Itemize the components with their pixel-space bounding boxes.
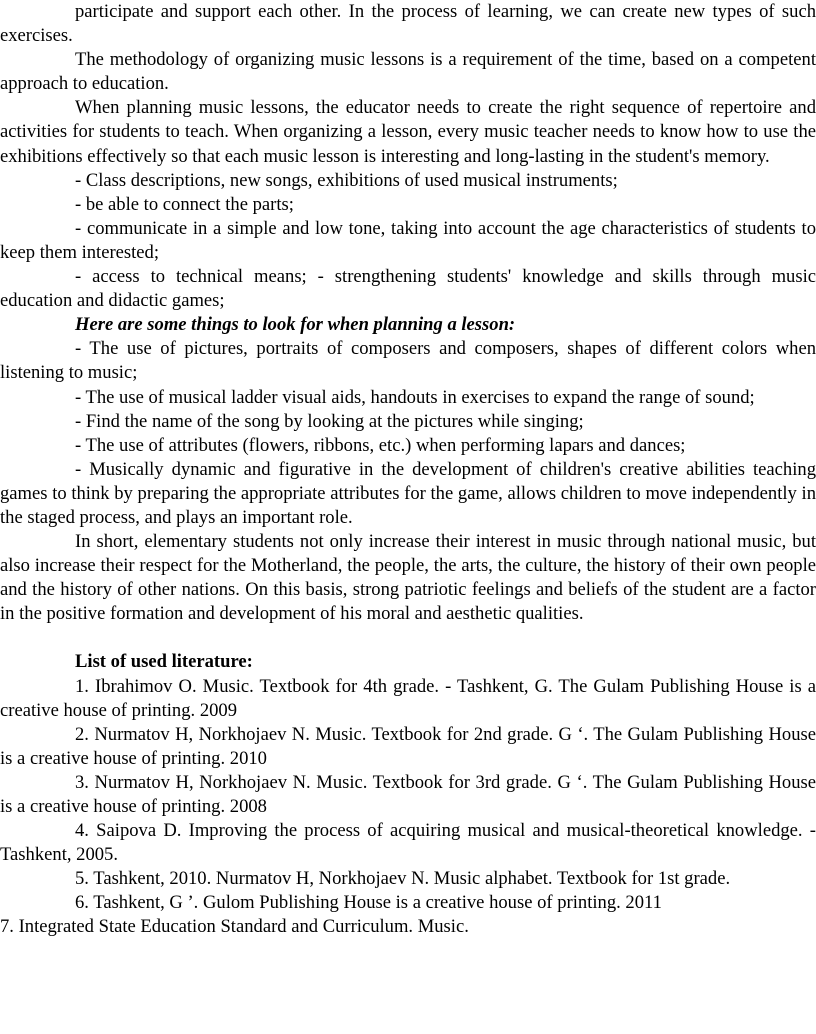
list-item: - Class descriptions, new songs, exhibitions of used musical instruments; xyxy=(75,169,618,191)
reference-item: 4. Saipova D. Improving the process of acquiring musical and musical-theoretical knowledge. - Tashkent, 2005. xyxy=(0,820,816,866)
reference-item: 6. Tashkent, G ’. Gulom Publishing House is a creative house of printing. 2011 xyxy=(75,892,662,914)
list-item: - communicate in a simple and low tone, taking into account the age characteristics of students to keep them interested; xyxy=(0,217,816,263)
reference-item: 2. Nurmatov H, Norkhojaev N. Music. Textbook for 2nd grade. G ‘. The Gulam Publishing House is a creative house of printing. 2010 xyxy=(0,723,816,769)
body-paragraph: The methodology of organizing music lessons is a requirement of the time, based on a competent approach to education. xyxy=(0,49,816,95)
literature-heading: List of used literature: xyxy=(75,651,253,673)
reference-item: 1. Ibrahimov O. Music. Textbook for 4th grade. - Tashkent, G. The Gulam Publishing House is a creative house of printing. 2009 xyxy=(0,675,816,721)
section-subheading: Here are some things to look for when planning a lesson: xyxy=(75,314,516,336)
list-item: - be able to connect the parts; xyxy=(75,193,294,215)
body-paragraph: participate and support each other. In the process of learning, we can create new types of such exercises. xyxy=(0,1,816,47)
tip-item: - Musically dynamic and figurative in the development of children's creative abilities teaching games to think by preparing the appropriate attributes for the game, allows children to move independently in the staged process, and plays an important role. xyxy=(0,458,816,528)
body-paragraph: When planning music lessons, the educator needs to create the right sequence of repertoire and activities for students to teach. When organizing a lesson, every music teacher needs to know how to use the exhibitions effectively so that each music lesson is interesting and long-lasting in the student's memory. xyxy=(0,97,816,167)
tip-item: - Find the name of the song by looking at the pictures while singing; xyxy=(75,410,584,432)
tip-item: - The use of pictures, portraits of composers and composers, shapes of different colors when listening to music; xyxy=(0,338,816,384)
reference-item: 3. Nurmatov H, Norkhojaev N. Music. Textbook for 3rd grade. G ‘. The Gulam Publishing House is a creative house of printing. 2008 xyxy=(0,771,816,817)
tip-item: - The use of musical ladder visual aids, handouts in exercises to expand the range of sound; xyxy=(75,386,755,408)
conclusion-paragraph: In short, elementary students not only increase their interest in music through national music, but also increase their respect for the Motherland, the people, the arts, the culture, the history of their own people and the history of other nations. On this basis, strong patriotic feelings and beliefs of the student are a factor in the positive formation and development of his moral and aesthetic qualities. xyxy=(0,531,816,625)
reference-item: 7. Integrated State Education Standard and Curriculum. Music. xyxy=(0,916,469,938)
tip-item: - The use of attributes (flowers, ribbons, etc.) when performing lapars and dances; xyxy=(75,434,686,456)
list-item: - access to technical means; - strengthening students' knowledge and skills through music education and didactic games; xyxy=(0,266,816,312)
reference-item: 5. Tashkent, 2010. Nurmatov H, Norkhojaev N. Music alphabet. Textbook for 1st grade. xyxy=(75,868,731,890)
